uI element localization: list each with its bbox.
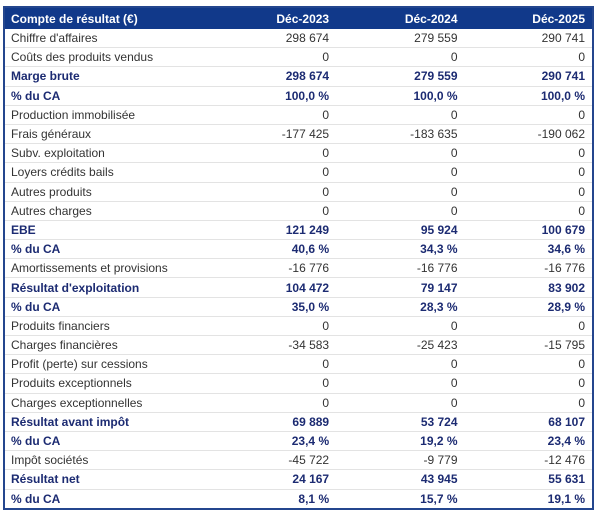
cell-value: -45 722 <box>208 451 336 470</box>
row-label: Charges financières <box>4 336 208 355</box>
cell-value: 0 <box>336 105 464 124</box>
cell-value: 0 <box>465 355 593 374</box>
summary-row <box>4 86 593 105</box>
cell-value: 24 167 <box>208 470 336 489</box>
summary-row <box>4 470 593 489</box>
summary-row <box>4 220 593 239</box>
cell-value: -177 425 <box>208 124 336 143</box>
table-title: Compte de résultat (€) <box>4 7 208 29</box>
cell-value: 15,7 % <box>336 489 464 509</box>
cell-value: 0 <box>336 316 464 335</box>
row-label: Produits financiers <box>4 316 208 335</box>
cell-value: 19,2 % <box>336 431 464 450</box>
cell-value: 100,0 % <box>336 86 464 105</box>
summary-row <box>4 431 593 450</box>
cell-value: 8,1 % <box>208 489 336 509</box>
row-label: Production immobilisée <box>4 105 208 124</box>
cell-value: 0 <box>208 105 336 124</box>
cell-value: 34,6 % <box>465 240 593 259</box>
row-label: Impôt sociétés <box>4 451 208 470</box>
cell-value: 0 <box>465 105 593 124</box>
column-header-dec-2025: Déc-2025 <box>465 7 593 29</box>
cell-value: 298 674 <box>208 29 336 48</box>
cell-value: 53 724 <box>336 412 464 431</box>
cell-value: 34,3 % <box>336 240 464 259</box>
table-row <box>4 124 593 143</box>
cell-value: 28,3 % <box>336 297 464 316</box>
cell-value: -12 476 <box>465 451 593 470</box>
summary-row <box>4 67 593 86</box>
cell-value: -15 795 <box>465 336 593 355</box>
cell-value: 0 <box>336 144 464 163</box>
table-row <box>4 393 593 412</box>
row-label: Frais généraux <box>4 124 208 143</box>
cell-value: 0 <box>465 163 593 182</box>
table-row <box>4 259 593 278</box>
row-label: Charges exceptionnelles <box>4 393 208 412</box>
table-row <box>4 355 593 374</box>
cell-value: 0 <box>465 48 593 67</box>
row-label: % du CA <box>4 86 208 105</box>
cell-value: -16 776 <box>336 259 464 278</box>
cell-value: 19,1 % <box>465 489 593 509</box>
cell-value: 68 107 <box>465 412 593 431</box>
cell-value: 0 <box>465 201 593 220</box>
summary-row <box>4 489 593 509</box>
income-statement-table <box>3 6 594 510</box>
table-row <box>4 144 593 163</box>
cell-value: 0 <box>208 355 336 374</box>
column-header-dec-2024: Déc-2024 <box>336 7 464 29</box>
cell-value: 55 631 <box>465 470 593 489</box>
cell-value: 100,0 % <box>465 86 593 105</box>
cell-value: 0 <box>208 316 336 335</box>
cell-value: 279 559 <box>336 29 464 48</box>
cell-value: -183 635 <box>336 124 464 143</box>
row-label: Subv. exploitation <box>4 144 208 163</box>
cell-value: 290 741 <box>465 67 593 86</box>
table-row <box>4 201 593 220</box>
table-row <box>4 105 593 124</box>
cell-value: 28,9 % <box>465 297 593 316</box>
cell-value: 0 <box>336 355 464 374</box>
cell-value: 0 <box>465 316 593 335</box>
table-row <box>4 374 593 393</box>
cell-value: 35,0 % <box>208 297 336 316</box>
row-label: Chiffre d'affaires <box>4 29 208 48</box>
row-label: EBE <box>4 220 208 239</box>
cell-value: 279 559 <box>336 67 464 86</box>
cell-value: -34 583 <box>208 336 336 355</box>
summary-row <box>4 412 593 431</box>
cell-value: 100,0 % <box>208 86 336 105</box>
cell-value: 0 <box>208 201 336 220</box>
cell-value: 0 <box>208 182 336 201</box>
table-row <box>4 163 593 182</box>
table-header <box>4 7 593 29</box>
cell-value: 121 249 <box>208 220 336 239</box>
cell-value: 0 <box>465 374 593 393</box>
row-label: Produits exceptionnels <box>4 374 208 393</box>
cell-value: 0 <box>208 163 336 182</box>
table-body <box>4 29 593 509</box>
cell-value: 298 674 <box>208 67 336 86</box>
table-row <box>4 182 593 201</box>
row-label: % du CA <box>4 297 208 316</box>
cell-value: 0 <box>208 374 336 393</box>
cell-value: 95 924 <box>336 220 464 239</box>
cell-value: 79 147 <box>336 278 464 297</box>
row-label: Amortissements et provisions <box>4 259 208 278</box>
cell-value: 0 <box>465 144 593 163</box>
cell-value: 0 <box>336 48 464 67</box>
table-row <box>4 29 593 48</box>
row-label: Marge brute <box>4 67 208 86</box>
cell-value: 100 679 <box>465 220 593 239</box>
cell-value: 23,4 % <box>465 431 593 450</box>
row-label: Profit (perte) sur cessions <box>4 355 208 374</box>
cell-value: 0 <box>336 393 464 412</box>
cell-value: 43 945 <box>336 470 464 489</box>
summary-row <box>4 297 593 316</box>
table-row <box>4 48 593 67</box>
summary-row <box>4 240 593 259</box>
cell-value: -16 776 <box>465 259 593 278</box>
table-row <box>4 336 593 355</box>
cell-value: 0 <box>465 393 593 412</box>
cell-value: 0 <box>336 163 464 182</box>
cell-value: 0 <box>336 201 464 220</box>
column-header-dec-2023: Déc-2023 <box>208 7 336 29</box>
cell-value: -9 779 <box>336 451 464 470</box>
cell-value: 83 902 <box>465 278 593 297</box>
cell-value: 40,6 % <box>208 240 336 259</box>
row-label: % du CA <box>4 240 208 259</box>
row-label: % du CA <box>4 431 208 450</box>
row-label: Autres charges <box>4 201 208 220</box>
row-label: Résultat avant impôt <box>4 412 208 431</box>
cell-value: 0 <box>336 374 464 393</box>
cell-value: 104 472 <box>208 278 336 297</box>
cell-value: 23,4 % <box>208 431 336 450</box>
cell-value: -190 062 <box>465 124 593 143</box>
cell-value: 0 <box>208 393 336 412</box>
cell-value: -16 776 <box>208 259 336 278</box>
row-label: % du CA <box>4 489 208 509</box>
row-label: Autres produits <box>4 182 208 201</box>
cell-value: 0 <box>465 182 593 201</box>
cell-value: 290 741 <box>465 29 593 48</box>
summary-row <box>4 278 593 297</box>
row-label: Résultat net <box>4 470 208 489</box>
cell-value: 0 <box>336 182 464 201</box>
cell-value: 69 889 <box>208 412 336 431</box>
cell-value: 0 <box>208 144 336 163</box>
row-label: Loyers crédits bails <box>4 163 208 182</box>
table-row <box>4 316 593 335</box>
row-label: Résultat d'exploitation <box>4 278 208 297</box>
cell-value: 0 <box>208 48 336 67</box>
header-row <box>4 7 593 29</box>
table-row <box>4 451 593 470</box>
cell-value: -25 423 <box>336 336 464 355</box>
row-label: Coûts des produits vendus <box>4 48 208 67</box>
